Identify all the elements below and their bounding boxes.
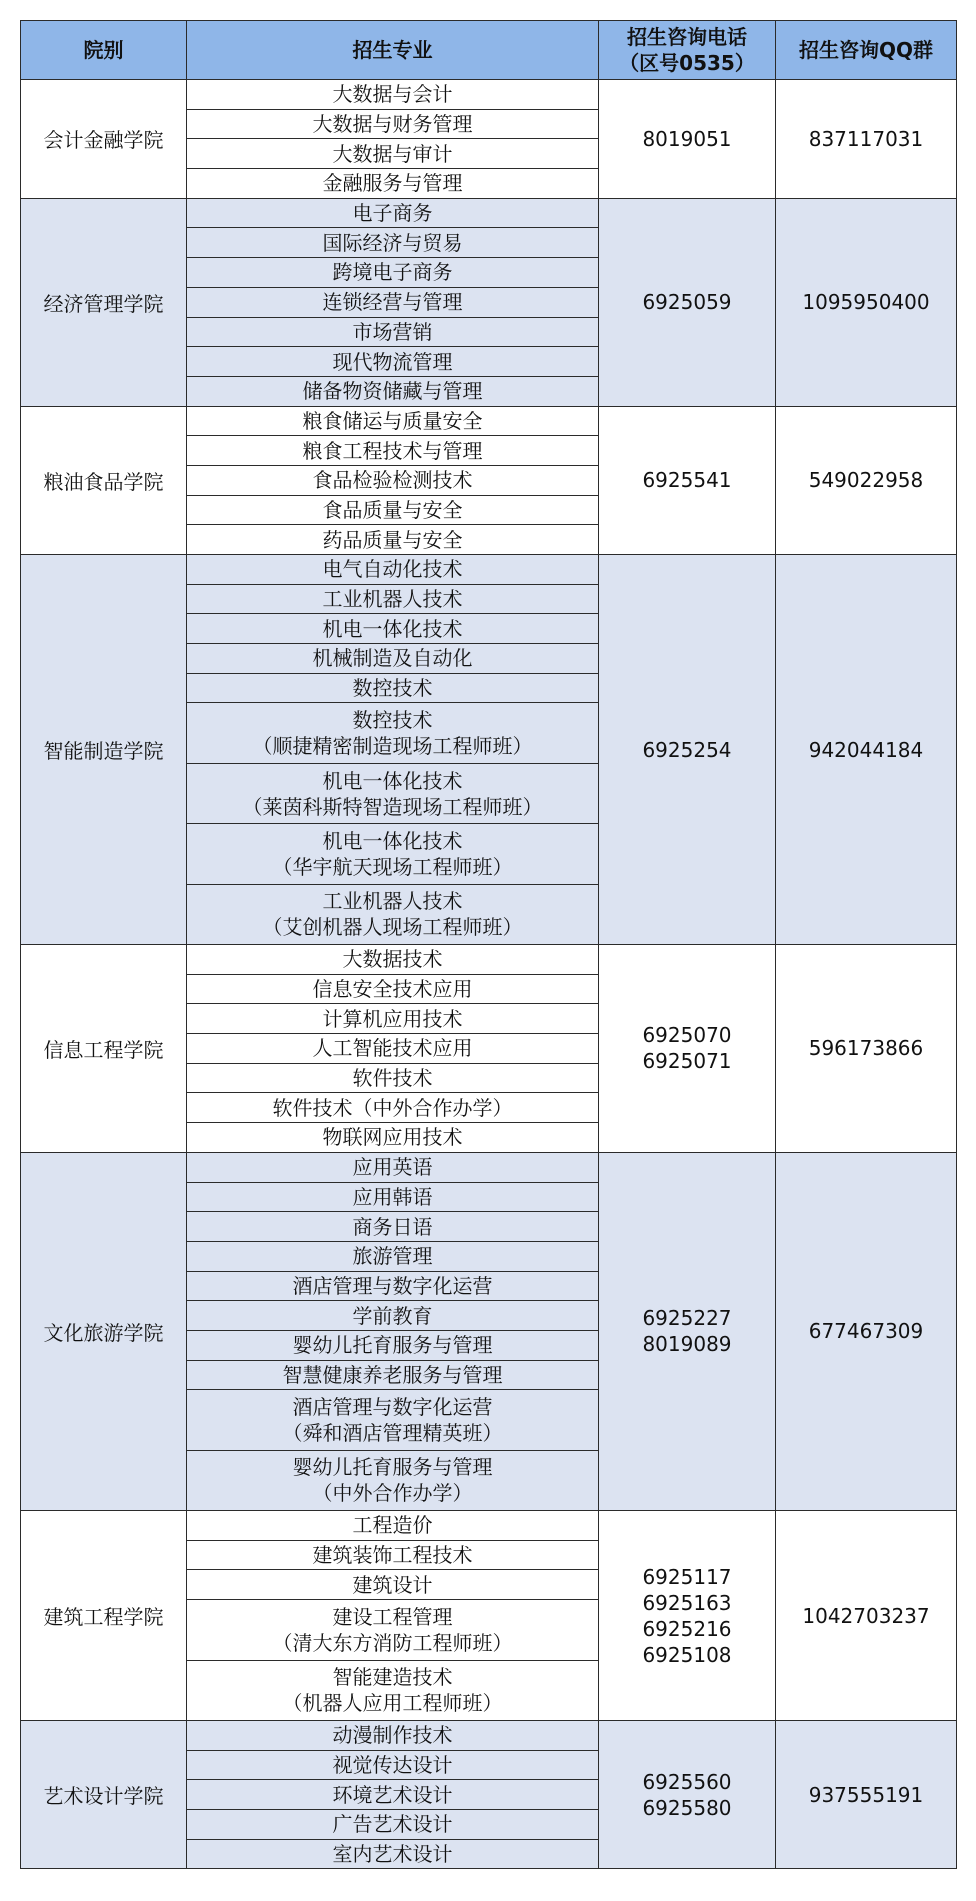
major-cell [187, 945, 599, 975]
phone-cell [599, 1720, 776, 1868]
major-name: 工程造价 [352, 1513, 433, 1538]
major-name: 数控技术 [352, 676, 433, 701]
college-name: 艺术设计学院 [21, 1720, 187, 1868]
major-cell [187, 139, 599, 169]
major-name: 应用韩语 [352, 1184, 433, 1209]
table-row [21, 945, 957, 975]
table-row [21, 80, 957, 110]
major-cell [187, 1241, 599, 1271]
major-name: 连锁经营与管理 [322, 290, 463, 315]
header-major: 招生专业 [187, 21, 599, 80]
major-cell [187, 584, 599, 614]
major-name: 粮食工程技术与管理 [302, 438, 483, 463]
major-cell [187, 436, 599, 466]
major-class-note: （华宇航天现场工程师班） [272, 854, 513, 879]
major-cell [187, 1570, 599, 1600]
major-name: 机电一体化技术 [322, 616, 463, 641]
major-cell [187, 198, 599, 228]
major-name: 机械制造及自动化 [312, 646, 473, 671]
major-class-note: （顺捷精密制造现场工程师班） [252, 734, 533, 759]
major-cell [187, 1063, 599, 1093]
major-cell [187, 763, 599, 823]
qq-group: 549022958 [776, 406, 957, 554]
major-name: 机电一体化技术 [322, 828, 463, 853]
major-class-note: （莱茵科斯特智造现场工程师班） [242, 794, 543, 819]
major-name: 建筑设计 [352, 1572, 433, 1597]
major-cell [187, 80, 599, 110]
major-name: 计算机应用技术 [322, 1006, 463, 1031]
major-name: 药品质量与安全 [322, 527, 463, 552]
major-cell [187, 495, 599, 525]
major-name: 金融服务与管理 [322, 171, 463, 196]
phone-cell [599, 406, 776, 554]
major-name: 大数据与会计 [332, 82, 453, 107]
major-name: 粮食储运与质量安全 [302, 408, 483, 433]
major-cell [187, 1301, 599, 1331]
major-name: 电子商务 [352, 201, 433, 226]
phone-cell [599, 1511, 776, 1721]
major-name: 酒店管理与数字化运营 [292, 1395, 493, 1419]
major-cell [187, 525, 599, 555]
major-name: 跨境电子商务 [332, 260, 453, 285]
major-name: 数控技术 [352, 708, 433, 733]
major-name: 大数据技术 [342, 947, 443, 972]
phone-number: 6925560 [642, 1769, 732, 1794]
major-name: 智慧健康养老服务与管理 [282, 1362, 503, 1387]
major-class-note: （艾创机器人现场工程师班） [262, 915, 523, 940]
phone-number: 6925254 [642, 737, 732, 762]
header-phone [599, 21, 776, 80]
table-row [21, 1511, 957, 1541]
major-name: 食品检验检测技术 [312, 468, 473, 493]
major-name: 市场营销 [352, 319, 433, 344]
major-name: 工业机器人技术 [322, 889, 463, 914]
major-cell [187, 1123, 599, 1153]
major-name: 大数据与审计 [332, 141, 453, 166]
major-name: 建筑装饰工程技术 [312, 1543, 473, 1568]
major-name: 物联网应用技术 [322, 1125, 463, 1150]
major-name: 现代物流管理 [332, 349, 453, 374]
major-name: 婴幼儿托育服务与管理 [292, 1333, 493, 1358]
phone-number: 6925541 [642, 468, 732, 493]
major-name: 智能建造技术 [332, 1665, 453, 1690]
major-name: 室内艺术设计 [332, 1842, 453, 1867]
phone-number: 6925108 [642, 1642, 732, 1667]
major-cell [187, 1093, 599, 1123]
college-name: 经济管理学院 [21, 198, 187, 406]
major-cell [187, 1780, 599, 1810]
header-phone-line2: （区号0535） [619, 51, 755, 75]
phone-cell [599, 1152, 776, 1510]
table-row [21, 1152, 957, 1182]
table-row [21, 198, 957, 228]
major-name: 建设工程管理 [332, 1604, 453, 1629]
college-name: 文化旅游学院 [21, 1152, 187, 1510]
major-name: 应用英语 [352, 1155, 433, 1180]
major-cell [187, 1810, 599, 1840]
header-phone-line1: 招生咨询电话 [627, 25, 747, 49]
major-class-note: （舜和酒店管理精英班） [282, 1421, 503, 1445]
major-cell [187, 1450, 599, 1510]
phone-number: 6925117 [642, 1564, 732, 1589]
qq-group: 1095950400 [776, 198, 957, 406]
phone-number: 6925163 [642, 1590, 732, 1615]
major-name: 广告艺术设计 [332, 1812, 453, 1837]
phone-cell [599, 198, 776, 406]
major-cell [187, 644, 599, 674]
major-cell [187, 1660, 599, 1720]
college-name: 粮油食品学院 [21, 406, 187, 554]
major-name: 大数据与财务管理 [312, 112, 473, 137]
phone-number: 8019089 [642, 1332, 732, 1357]
header-row [21, 21, 957, 80]
college-name: 会计金融学院 [21, 80, 187, 199]
major-cell [187, 347, 599, 377]
phone-number: 6925070 [642, 1023, 732, 1048]
phone-number: 6925216 [642, 1616, 732, 1641]
major-cell [187, 703, 599, 763]
major-cell [187, 974, 599, 1004]
major-cell [187, 884, 599, 944]
major-cell [187, 1750, 599, 1780]
major-cell [187, 287, 599, 317]
major-cell [187, 1152, 599, 1182]
major-cell [187, 465, 599, 495]
qq-group: 1042703237 [776, 1511, 957, 1721]
major-name: 婴幼儿托育服务与管理 [292, 1455, 493, 1480]
major-name: 国际经济与贸易 [322, 230, 463, 255]
major-cell [187, 317, 599, 347]
major-class-note: （机器人应用工程师班） [282, 1691, 503, 1716]
major-cell [187, 1390, 599, 1450]
major-name: 环境艺术设计 [332, 1782, 453, 1807]
major-name: 人工智能技术应用 [312, 1036, 473, 1061]
phone-cell [599, 945, 776, 1153]
qq-group: 942044184 [776, 555, 957, 945]
phone-number: 6925580 [642, 1795, 732, 1820]
major-name: 电气自动化技术 [322, 557, 463, 582]
major-name: 旅游管理 [352, 1244, 433, 1269]
major-name: 软件技术（中外合作办学） [272, 1095, 513, 1120]
major-cell [187, 1540, 599, 1570]
major-name: 储备物资储藏与管理 [302, 379, 483, 404]
phone-number: 6925059 [642, 290, 732, 315]
table-row [21, 406, 957, 436]
major-cell [187, 1839, 599, 1869]
major-cell [187, 1720, 599, 1750]
major-name: 工业机器人技术 [322, 587, 463, 612]
major-name: 食品质量与安全 [322, 497, 463, 522]
major-cell [187, 824, 599, 884]
major-class-note: （中外合作办学） [312, 1481, 473, 1506]
major-name: 信息安全技术应用 [312, 977, 473, 1002]
major-cell [187, 673, 599, 703]
admission-table [20, 20, 957, 1869]
major-name: 动漫制作技术 [332, 1723, 453, 1748]
major-cell [187, 109, 599, 139]
phone-cell [599, 80, 776, 199]
major-cell [187, 555, 599, 585]
major-cell [187, 1600, 599, 1660]
major-name: 学前教育 [352, 1303, 433, 1328]
qq-group: 596173866 [776, 945, 957, 1153]
major-cell [187, 1004, 599, 1034]
qq-group: 837117031 [776, 80, 957, 199]
table-body [21, 80, 957, 1869]
major-cell [187, 1511, 599, 1541]
table-row [21, 1720, 957, 1750]
qq-group: 937555191 [776, 1720, 957, 1868]
major-cell [187, 258, 599, 288]
major-cell [187, 1034, 599, 1064]
qq-group: 677467309 [776, 1152, 957, 1510]
table-row [21, 555, 957, 585]
major-cell [187, 614, 599, 644]
college-name: 建筑工程学院 [21, 1511, 187, 1721]
major-cell [187, 1360, 599, 1390]
major-cell [187, 169, 599, 199]
phone-number: 6925227 [642, 1306, 732, 1331]
major-cell [187, 1271, 599, 1301]
major-name: 酒店管理与数字化运营 [292, 1273, 493, 1298]
header-college: 院别 [21, 21, 187, 80]
college-name: 智能制造学院 [21, 555, 187, 945]
major-cell [187, 1212, 599, 1242]
major-name: 视觉传达设计 [332, 1752, 453, 1777]
major-cell [187, 376, 599, 406]
college-name: 信息工程学院 [21, 945, 187, 1153]
major-cell [187, 228, 599, 258]
major-name: 软件技术 [352, 1066, 433, 1091]
major-name: 商务日语 [352, 1214, 433, 1239]
phone-cell [599, 555, 776, 945]
phone-number: 8019051 [642, 126, 732, 151]
major-cell [187, 406, 599, 436]
phone-number: 6925071 [642, 1049, 732, 1074]
major-class-note: （清大东方消防工程师班） [272, 1630, 513, 1655]
major-cell [187, 1330, 599, 1360]
header-qq: 招生咨询QQ群 [776, 21, 957, 80]
major-name: 机电一体化技术 [322, 768, 463, 793]
major-cell [187, 1182, 599, 1212]
